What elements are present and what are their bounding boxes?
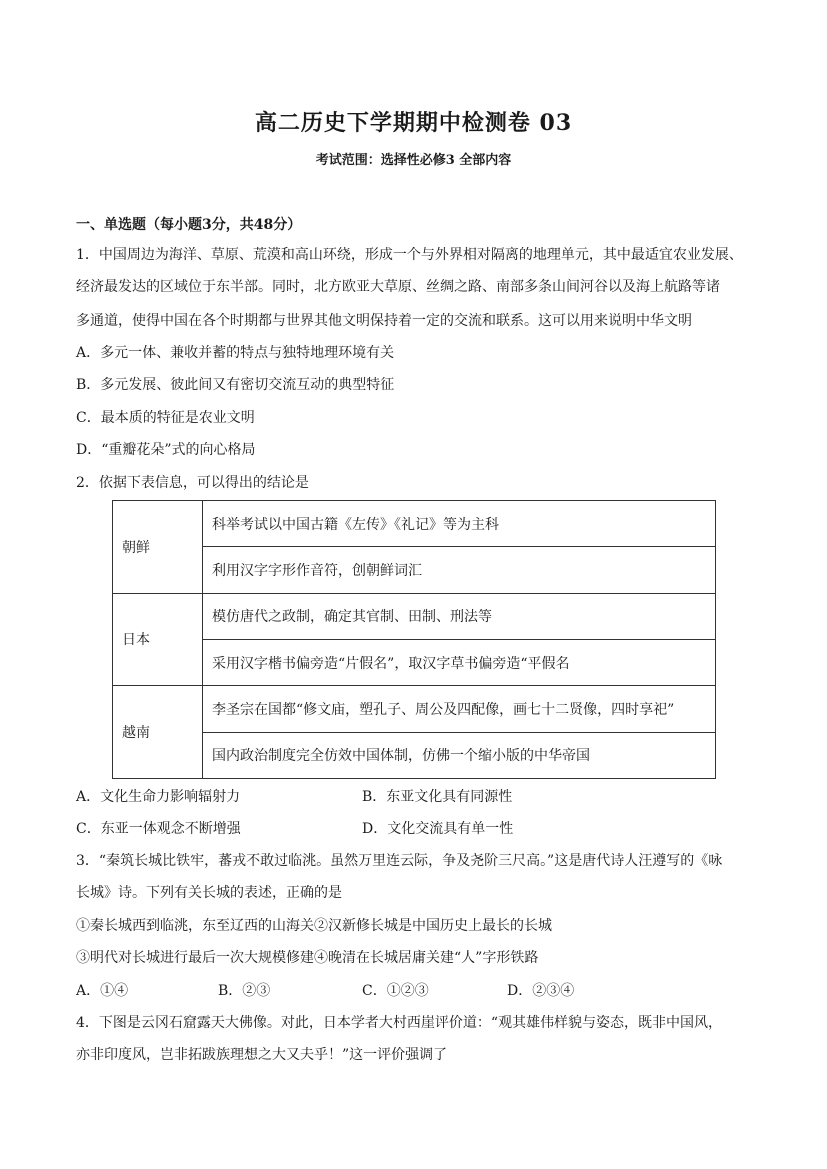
- table-cell: 利用汉字字形作音符，创朝鲜词汇: [203, 547, 716, 593]
- table-cell: 采用汉字楷书偏旁造“片假名”，取汉字草书偏旁造“平假名: [203, 639, 716, 685]
- q3-option-d: D．②③④: [507, 983, 575, 999]
- q2-stem: 2．依据下表信息，可以得出的结论是: [76, 475, 309, 491]
- country-cell: 日本: [113, 593, 203, 686]
- table-row: [113, 501, 716, 547]
- q3-option-c: C．①②③: [362, 983, 429, 999]
- q1-stem-line-2: 经济最发达的区域位于东半部。同时，北方欧亚大草原、丝绸之路、南部多条山间河谷以及海上航路等诸: [76, 279, 720, 295]
- q4-stem-line-1: 4．下图是云冈石窟露天大佛像。对此，日本学者大村西崖评价道：“观其雄伟样貌与姿态，既非中国风，: [76, 1015, 723, 1031]
- table-row: [113, 686, 716, 732]
- table-cell: 国内政治制度完全仿效中国体制，仿佛一个缩小版的中华帝国: [203, 732, 716, 778]
- exam-scope: 考试范围：选择性必修3 全部内容: [315, 153, 512, 168]
- q1-option-d: D．“重瓣花朵”式的向心格局: [76, 442, 256, 458]
- q2-info-table: [112, 500, 716, 779]
- q3-statement-line-1: ①秦长城西到临洮，东至辽西的山海关②汉新修长城是中国历史上最长的长城: [76, 918, 552, 934]
- country-cell: 越南: [113, 686, 203, 779]
- q1-stem-line-3: 多通道，使得中国在各个时期都与世界其他文明保持着一定的交流和联系。这可以用来说明中华文明: [76, 313, 692, 329]
- q1-option-a: A．多元一体、兼收并蓄的特点与独特地理环境有关: [76, 345, 395, 361]
- table-row: [113, 732, 716, 778]
- table-cell: 李圣宗在国都“修文庙，塑孔子、周公及四配像，画七十二贤像，四时享祀”: [203, 686, 716, 732]
- table-row: [113, 593, 716, 639]
- q3-option-b: B．②③: [218, 983, 271, 999]
- country-cell: 朝鲜: [113, 501, 203, 594]
- q3-option-a: A．①④: [76, 983, 129, 999]
- table-row: [113, 547, 716, 593]
- section-heading: 一、单选题（每小题3分，共48分）: [76, 217, 302, 233]
- page-title: 高二历史下学期期中检测卷 03: [254, 110, 573, 136]
- q1-option-b: B．多元发展、彼此间又有密切交流互动的典型特征: [76, 377, 395, 393]
- q1-option-c: C．最本质的特征是农业文明: [76, 410, 255, 426]
- q3-stem-line-2: 长城》诗。下列有关长城的表述，正确的是: [76, 885, 342, 901]
- q4-stem-line-2: 亦非印度风，岂非拓跋族理想之大又夫乎！”这一评价强调了: [76, 1047, 448, 1063]
- q2-option-d: D．文化交流具有单一性: [362, 821, 514, 837]
- q3-stem-line-1: 3．“秦筑长城比铁牢，蕃戎不敢过临洮。虽然万里连云际，争及尧阶三尺高。”这是唐代诗人汪遵写的《咏: [76, 853, 723, 869]
- q2-option-c: C．东亚一体观念不断增强: [76, 821, 241, 837]
- q3-statement-line-2: ③明代对长城进行最后一次大规模修建④晚清在长城居庸关建“人”字形铁路: [76, 950, 539, 966]
- q2-option-b: B．东亚文化具有同源性: [362, 789, 513, 805]
- q2-option-a: A．文化生命力影响辐射力: [76, 789, 241, 805]
- table-cell: 模仿唐代之政制，确定其官制、田制、刑法等: [203, 593, 716, 639]
- q1-stem-line-1: 1．中国周边为海洋、草原、荒漠和高山环绕，形成一个与外界相对隔离的地理单元，其中最适宜农业发展、: [76, 247, 743, 263]
- table-cell: 科举考试以中国古籍《左传》《礼记》等为主科: [203, 501, 716, 547]
- table-row: [113, 639, 716, 685]
